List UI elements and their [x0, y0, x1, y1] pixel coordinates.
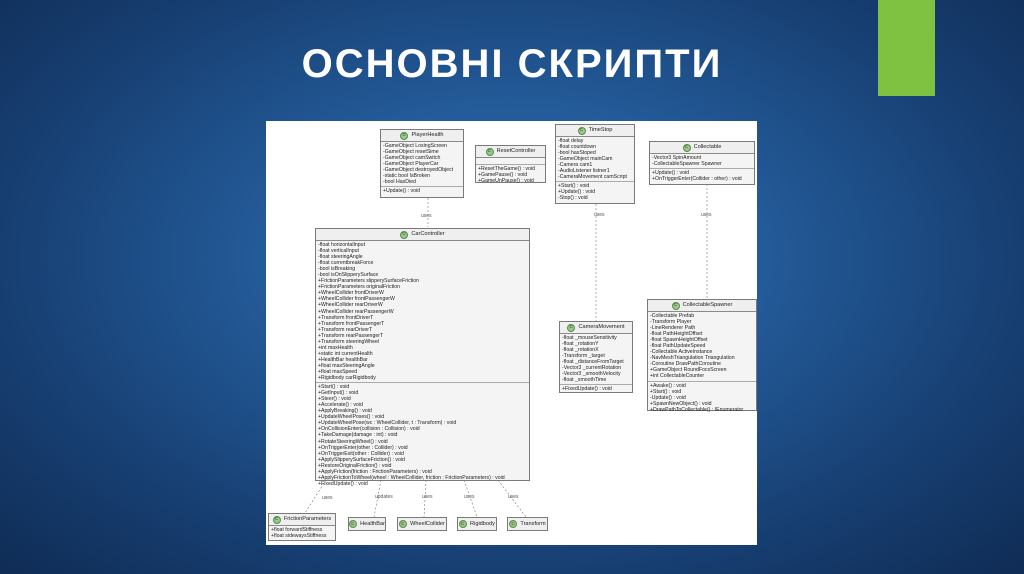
slide-title: ОСНОВНІ СКРИПТИ — [301, 42, 723, 86]
class-field: -CollectableSpawner Spawner — [652, 161, 722, 168]
class-field: -float _rotationY — [562, 341, 599, 348]
class-field: -float _mouseSensitivity — [562, 335, 617, 341]
class-field: -float _distanceFromTarget — [562, 359, 624, 366]
class-name: Transform — [520, 520, 546, 527]
class-field: -Vector3 _smoothVelocity — [562, 371, 621, 378]
class-method: +TakeDamage(damage : int) : void — [318, 432, 398, 439]
class-field: -float _smoothTime — [562, 377, 607, 384]
class-field: -Transform _target — [562, 353, 605, 360]
class-field: -float PathHeightOffset — [650, 331, 703, 338]
class-field: -Collectable Prefab — [650, 313, 695, 319]
class-field: -float SpawnHeightOffset — [650, 337, 708, 344]
class-field: -GameObject camSwitch — [383, 155, 441, 162]
class-field: -GameObject PlayerCar — [383, 161, 439, 168]
class-field: -CameraMovement camScript — [558, 174, 627, 181]
class-method: +Start() : void — [318, 384, 350, 391]
class-field: -float countdown — [558, 144, 597, 151]
class-method: +Start() : void — [650, 388, 682, 395]
class-field: +Transform rearPassengerT — [318, 332, 384, 339]
class-method: +Steer() : void — [318, 396, 351, 403]
class-field: +float sidewaysStiffness — [271, 533, 327, 540]
class-field: -float horizontalInput — [318, 242, 366, 248]
class-name: WheelCollider — [410, 520, 445, 527]
class-icon — [567, 324, 575, 332]
class-method: -Update() : void — [650, 394, 686, 401]
class-field: +WheelCollider frontDriverW — [318, 290, 384, 297]
relation-label: uses — [594, 212, 605, 218]
class-field: -Camera cam1 — [558, 162, 593, 169]
class-method: +ApplyFriction(friction : FrictionParameters) : void — [318, 468, 432, 475]
class-field: +WheelCollider frontPassengerW — [318, 296, 395, 303]
class-field: -NavMeshTriangulation Triangulation — [650, 355, 735, 362]
class-field: -GameObject mainCam — [558, 156, 613, 163]
class-field: +WheelCollider rearDriverW — [318, 302, 383, 309]
class-icon — [578, 127, 586, 135]
class-icon — [400, 231, 408, 239]
class-name: FrictionParameters — [283, 516, 332, 523]
class-name: CameraMovement — [578, 324, 625, 331]
relation-label: uses — [464, 494, 475, 500]
class-method: +FixedUpdate() : void — [318, 480, 368, 487]
class-field: -Vector3 _currentRotation — [562, 365, 622, 372]
class-player-health[interactable] — [380, 129, 464, 198]
class-wheel-collider[interactable] — [397, 517, 447, 531]
class-car-controller[interactable] — [315, 228, 530, 487]
class-method: +OnTriggerEnter(Collider : other) : void — [652, 176, 742, 183]
class-field: +int maxHealth — [318, 344, 353, 351]
class-field: +HealthBar healthBar — [318, 356, 368, 363]
class-time-stop[interactable] — [555, 124, 635, 204]
class-field: +Rigidbody carRigidbody — [318, 375, 376, 382]
class-method: +DrawPathToCollectable() : IEnumerator — [650, 406, 744, 413]
class-field: -bool isBreaking — [318, 266, 356, 273]
class-method: +RestoreOriginalFriction() : void — [318, 462, 392, 469]
class-camera-movement[interactable] — [559, 321, 633, 393]
class-field: +int CollectableCounter — [650, 373, 705, 380]
class-name: PlayerHealth — [411, 132, 444, 139]
class-method: +SpawnNewObject() : void — [650, 400, 712, 407]
class-field: -Coroutine DrawPathCoroutine — [650, 361, 721, 368]
class-method: +UpdateWheelPose(wc : WheelCollider, t : Transform) : void — [318, 420, 457, 427]
class-method: +Accelerate() : void — [318, 402, 363, 409]
class-name: Rigidbody — [470, 520, 495, 527]
class-field: -GameObject destroyedObject — [383, 167, 454, 174]
class-field: -float _rotationX — [562, 347, 599, 354]
class-icon — [672, 302, 680, 310]
class-icon — [349, 520, 357, 528]
class-field: +FrictionParameters originalFriction — [318, 284, 401, 291]
relation-label: uses — [421, 213, 432, 219]
class-method: +Update() : void — [652, 170, 690, 177]
class-field: -Vector3 SpinAmount — [652, 155, 702, 161]
class-field: -float delay — [558, 138, 584, 144]
class-method: +Update() : void — [558, 189, 596, 196]
relation-label: updates — [375, 494, 393, 500]
class-collectable[interactable] — [649, 141, 755, 185]
class-field: -bool HasDied — [383, 179, 416, 186]
class-friction-parameters[interactable] — [268, 513, 336, 541]
class-field: +float maxSteeringAngle — [318, 362, 375, 369]
class-field: +Transform frontPassengerT — [318, 320, 385, 327]
class-method: +ResetTheGame() : void — [478, 166, 535, 172]
class-method: +FixedUpdate() : void — [562, 386, 612, 393]
class-icon — [459, 520, 467, 528]
class-icon — [683, 144, 691, 152]
class-name: CarController — [411, 231, 445, 238]
class-method: +RotateSteeringWheel() : void — [318, 438, 388, 445]
class-transform[interactable] — [507, 517, 548, 531]
class-rigidbody[interactable] — [457, 517, 497, 531]
class-icon — [509, 520, 517, 528]
class-reset-controller[interactable] — [475, 145, 546, 183]
class-field: +static int currentHealth — [318, 350, 373, 357]
class-collectable-spawner[interactable] — [647, 299, 757, 411]
class-method: +OnTriggerExit(other : Collider) : void — [318, 450, 404, 457]
class-field: -Transform Player — [650, 319, 692, 326]
class-field: -float verticalInput — [318, 248, 359, 255]
class-name: TimeStop — [588, 127, 613, 134]
class-field: +Transform rearDriverT — [318, 326, 373, 333]
class-method: -Stop() : void — [558, 195, 588, 202]
relation-label: uses — [701, 212, 712, 218]
class-method: +ApplyFrictionToWheel(wheel : WheelCollider, friction : FrictionParameters) : void — [318, 474, 505, 481]
class-field: -float steeringAngle — [318, 254, 363, 261]
class-health-bar[interactable] — [348, 517, 386, 531]
class-method: +Start() : void — [558, 183, 590, 190]
uml-diagram — [266, 121, 757, 545]
class-field: +Transform frontDriverT — [318, 314, 374, 321]
relation-label: uses — [508, 494, 519, 500]
class-name: ResetController — [496, 148, 536, 155]
class-field: -bool isOnSlipperySurface — [318, 272, 379, 279]
class-field: -GameObject LosingScreen — [383, 143, 448, 149]
class-field: -bool hasStoped — [558, 150, 596, 157]
class-method: +OnTriggerEnter(other : Collider) : void — [318, 444, 408, 451]
class-icon — [486, 148, 494, 156]
class-method: +Update() : void — [383, 188, 421, 195]
class-method: +Awake() : void — [650, 382, 686, 389]
class-name: Collectable — [693, 144, 722, 151]
class-method: +GamePause() : void — [478, 172, 528, 179]
class-field: -AudioListener listner1 — [558, 168, 610, 175]
class-icon — [400, 132, 408, 140]
class-field: -static bool IsBroken — [383, 173, 430, 180]
class-field: -LineRenderer Path — [650, 325, 696, 332]
class-field: +WheelCollider rearPassengerW — [318, 308, 394, 315]
class-field: +float forwardStiffness — [271, 527, 323, 533]
class-icon — [273, 516, 281, 524]
relation-label: uses — [422, 494, 433, 500]
class-method: +GetInput() : void — [318, 390, 359, 397]
class-method: +GameUnPause() : void — [478, 178, 534, 185]
class-field: +FrictionParameters slipperySurfaceFriction — [318, 278, 420, 285]
class-field: -float currentbreakForce — [318, 260, 374, 267]
class-field: +GameObject RoundFocsScreen — [650, 367, 727, 374]
class-name: HealthBar — [360, 520, 385, 527]
class-field: -float PathUpdateSpeed — [650, 343, 706, 350]
class-icon — [399, 520, 407, 528]
class-field: +float maxSpeed — [318, 368, 358, 375]
class-name: CollectableSpawner — [682, 302, 733, 309]
class-field: -GameObject resetSime — [383, 149, 439, 156]
class-method: +OnCollisionEnter(collision : Collision) : void — [318, 426, 420, 433]
class-field: +Transform steeringWheel — [318, 338, 380, 345]
class-field: -Collectable ActiveInstance — [650, 349, 713, 356]
class-method: +ApplySlipperySurfaceFriction() : void — [318, 456, 405, 463]
class-method: +ApplyBreaking() : void — [318, 408, 372, 415]
relation-label: uses — [322, 495, 333, 501]
class-method: +UpdateWheelPoses() : void — [318, 414, 385, 421]
